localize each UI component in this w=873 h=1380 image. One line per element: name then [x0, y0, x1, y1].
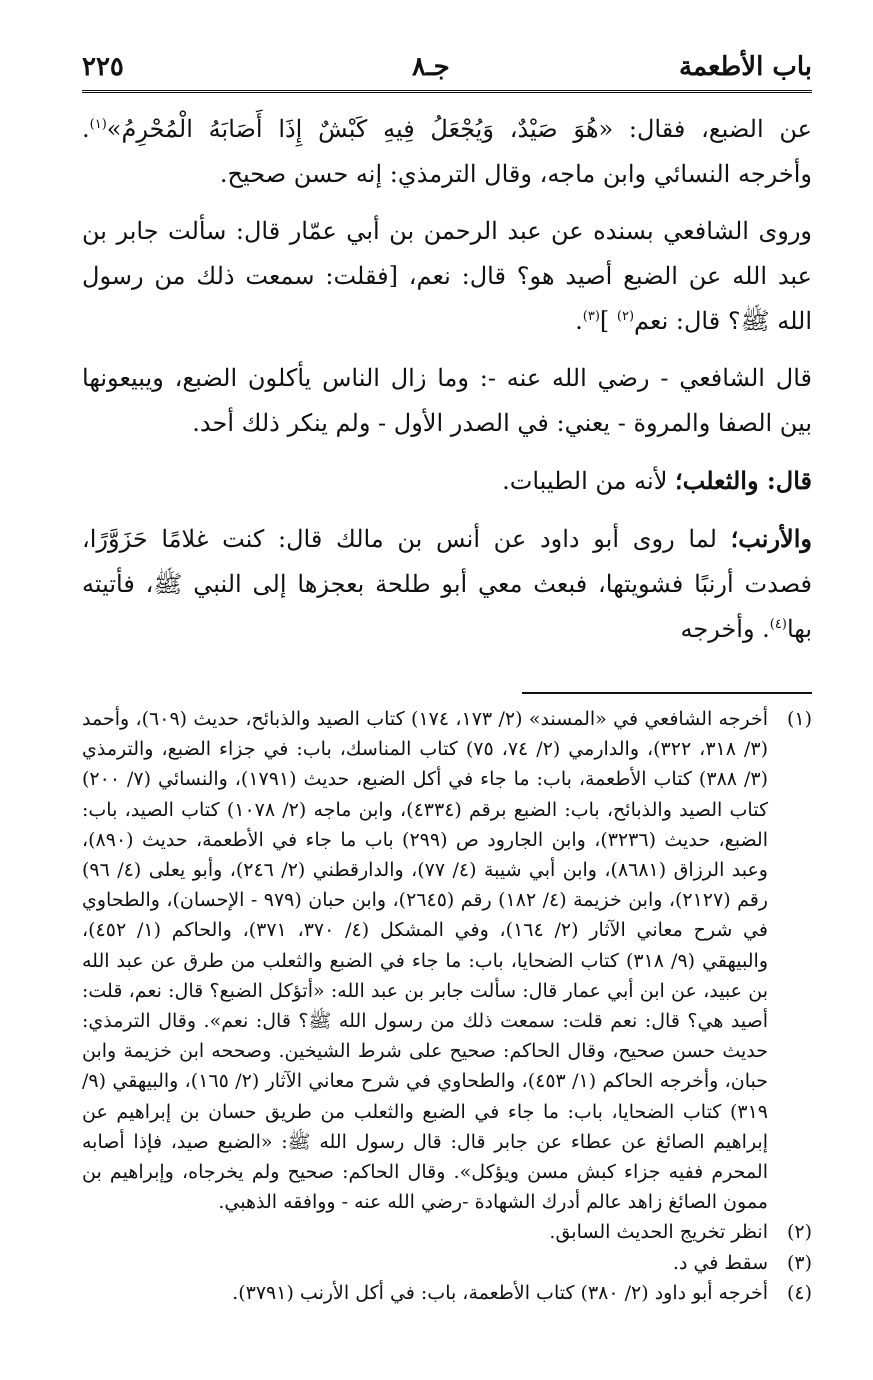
chapter-title: باب الأطعمة [679, 52, 812, 82]
footnote [82, 1278, 812, 1308]
page-number: ٢٢٥ [82, 52, 124, 82]
paragraph-2-text: وروى الشافعي بسنده عن عبد الرحمن بن أبي عمّار قال: سألت جابر بن عبد الله عن الضبع أصيد هو؟ قال: نعم، [فقلت: سمعت ذلك من رسول الله ﷺ؟ قال: نعم [82, 217, 812, 335]
footnote-ref-3: (٣) [582, 309, 600, 324]
paragraph-1-intro: عن الضبع، فقال: [613, 115, 812, 143]
footnote-text: أخرجه الشافعي في «المسند» (٢/ ١٧٣، ١٧٤) كتاب الصيد والذبائح، حديث (٦٠٩)، وأحمد (٣/ ٣١٨، ٣٢٢)، والدارمي (٢/ ٧٤، ٧٥) كتاب المناسك، باب: في جزاء الضبع، والترمذي (٣/ ٣٨٨) كتاب الأطعمة، باب: ما جاء في أكل الضبع، حديث (١٧٩١)، والنسائي (٧/ ٢٠٠) كتاب الصيد والذبائح، باب: الضبع برقم (٤٣٣٤)، وابن ماجه (٢/ ١٠٧٨) كتاب الصيد، باب: الضبع، حديث (٣٢٣٦)، وابن الجارود ص (٢٩٩) باب ما جاء في الأطعمة، حديث (٨٩٠)، وعبد الرزاق (٨٦٨١)، وابن أبي شيبة (٤/ ٧٧)، والدارقطني (٢/ ٢٤٦)، وأبو يعلى (٤/ ٩٦) رقم (٢١٢٧)، وابن خزيمة (٤/ ١٨٢) رقم (٢٦٤٥)، وابن حبان (٩٧٩ - الإحسان)، والطحاوي في شرح معاني الآثار (٢/ ١٦٤)، وفي المشكل (٤/ ٣٧٠، ٣٧١)، والحاكم (١/ ٤٥٢)، والبيهقي (٩/ ٣١٨) كتاب الضحايا، باب: ما جاء في الضبع والثعلب من طرق عن عبد الله بن عبيد، عن ابن أبي عمار قال: سألت جابر بن عبد الله: «أتؤكل الضبع؟ قال: نعم، قلت: أصيد هي؟ قال: نعم قلت: سمعت ذلك من رسول الله ﷺ؟ قال: نعم». وقال الترمذي: حديث حسن صحيح، وقال الحاكم: صحيح على شرط الشيخين. وصححه ابن خزيمة وابن حبان، وأخرجه الحاكم (١/ ٤٥٣)، والطحاوي في شرح معاني الآثار (٢/ ١٦٥)، والبيهقي (٩/ ٣١٩) كتاب الضحايا، باب: ما جاء في الضبع والثعلب من طريق حسان بن إبراهيم عن إبراهيم الصائغ عن عطاء عن جابر قال: قال رسول الله ﷺ: «الضبع صيد، فإذا أصابه المحرم ففيه جزاء كبش مسن ويؤكل». وقال الحاكم: صحيح ولم يخرجاه، وإبراهيم بن ممون الصائغ زاهد عالم أدرك الشهادة -رضي الله عنه - ووافقه الذهبي. [82, 708, 768, 1214]
footnote [82, 1217, 812, 1247]
footnote-text: سقط في د. [672, 1251, 768, 1274]
paragraph-2 [82, 209, 812, 344]
paragraph-5-lead: والأرنب؛ [730, 524, 812, 553]
book-page [82, 48, 812, 1308]
bracket-close: ] [599, 307, 617, 335]
footnote-ref-4: (٤) [769, 617, 787, 632]
paragraph-4-lead: قال: والثعلب؛ [675, 466, 812, 495]
paragraph-3: قال الشافعي - رضي الله عنه -: وما زال الناس يأكلون الضبع، ويبيعونها بين الصفا والمروة - يعني: في الصدر الأول - ولم ينكر ذلك أحد. [82, 364, 812, 437]
running-header [82, 48, 812, 93]
paragraph-5-end: . وأخرجه [680, 615, 770, 643]
footnote-ref-1: (١) [89, 117, 107, 132]
paragraph-2-end: . [575, 307, 583, 335]
paragraph-1 [82, 107, 812, 197]
footnote-separator [522, 692, 812, 694]
paragraph-1-rest: . وأخرجه النسائي وابن ماجه، وقال الترمذي: إنه حسن صحيح. [82, 115, 812, 188]
main-text [82, 107, 812, 652]
footnote-ref-2: (٢) [616, 309, 635, 324]
footnotes [82, 704, 812, 1308]
volume-label: جـ٨ [412, 52, 450, 82]
footnote-number: (٣) [786, 1251, 812, 1274]
hadith-quote: «هُوَ صَيْدٌ، وَيُجْعَلُ فِيهِ كَبْشٌ إِذَا أَصَابَهُ الْمُحْرِمُ» [106, 115, 614, 143]
footnote-number: (١) [786, 708, 812, 730]
paragraph-5-rest: لما روى أبو داود عن أنس بن مالك قال: كنت غلامًا حَزَوَّرًا، فصدت أرنبًا فشويتها، فبعث معي أبو طلحة بعجزها إلى النبي ﷺ، فأتيته بها [82, 525, 812, 643]
footnote-text: انظر تخريج الحديث السابق. [549, 1221, 768, 1244]
footnote-text: أخرجه أبو داود (٢/ ٣٨٠) كتاب الأطعمة، باب: في أكل الأرنب (٣٧٩١). [232, 1281, 768, 1304]
footnote-number: (٢) [786, 1221, 812, 1244]
paragraph-4 [82, 458, 812, 504]
paragraph-5 [82, 516, 812, 652]
footnote [82, 1248, 812, 1278]
paragraph-4-rest: لأنه من الطيبات. [502, 467, 676, 495]
footnote-number: (٤) [786, 1281, 812, 1304]
footnote [82, 704, 812, 1217]
